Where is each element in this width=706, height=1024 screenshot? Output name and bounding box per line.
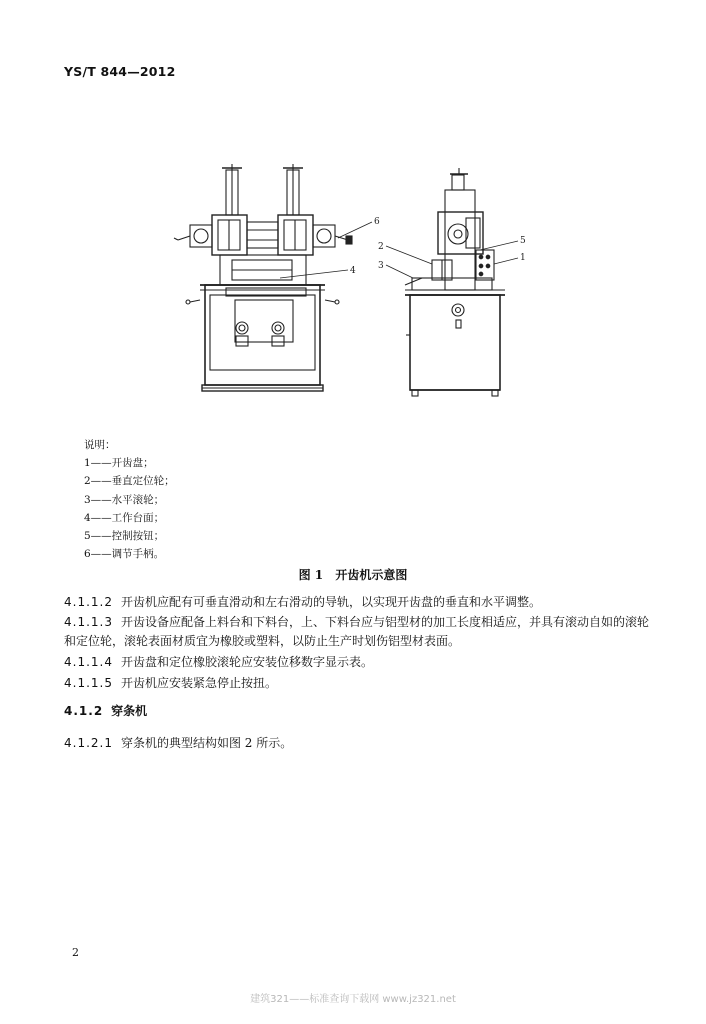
figure-legend — [84, 436, 175, 563]
section-4-1-2 — [64, 702, 649, 721]
clause-4-1-2-1 — [64, 734, 649, 753]
clause-text: 开齿机应安装紧急停止按扭。 — [120, 676, 277, 690]
legend-item: 5——控制按钮； — [84, 530, 165, 543]
clause-4-1-1-5 — [64, 674, 649, 693]
legend-title: 说明： — [84, 439, 116, 451]
callout-4: 4 — [350, 266, 356, 276]
callout-1: 1 — [520, 253, 526, 263]
callout-3: 3 — [378, 261, 384, 271]
clause-text: 开齿盘和定位橡胶滚轮应安装位移数字显示表。 — [120, 655, 373, 669]
callout-2: 2 — [378, 242, 384, 252]
clause-number: 4.1.2.1 — [64, 736, 113, 750]
legend-item: 2——垂直定位轮； — [84, 475, 175, 488]
clause-text: 开齿机应配有可垂直滑动和左右滑动的导轨，以实现开齿盘的垂直和水平调整。 — [120, 595, 541, 609]
figure-caption — [0, 566, 706, 583]
callout-5: 5 — [520, 236, 526, 246]
legend-item: 4——工作台面； — [84, 511, 165, 524]
watermark: 建筑321——标准查询下载网 www.jz321.net — [250, 994, 456, 1005]
callout-6: 6 — [374, 217, 380, 227]
clause-4-1-1-4 — [64, 653, 649, 672]
figure-number: 图 1 — [298, 568, 324, 582]
front-view — [174, 164, 372, 391]
clause-4-1-1-2 — [64, 593, 649, 612]
page-number: 2 — [72, 946, 79, 959]
clause-text: 穿条机的典型结构如图 2 所示。 — [120, 736, 293, 750]
machine-schematic — [160, 160, 560, 410]
section-title: 穿条机 — [111, 704, 148, 718]
legend-item: 1——开齿盘； — [84, 457, 154, 470]
clause-number: 4.1.1.4 — [64, 655, 113, 669]
section-number: 4.1.2 — [64, 704, 104, 718]
clause-text: 开齿设备应配备上料台和下料台，上、下料台应与铝型材的加工长度相适应，并具有滚动自如的滚轮和定位轮，滚轮表面材质宜为橡胶或塑料，以防止生产时划伤铝型材表面。 — [64, 615, 649, 648]
figure-title: 开齿机示意图 — [335, 568, 408, 582]
legend-item: 3——水平滚轮； — [84, 493, 165, 506]
side-view — [386, 168, 518, 396]
clause-number: 4.1.1.5 — [64, 676, 113, 690]
legend-item: 6——调节手柄。 — [84, 548, 165, 561]
clause-number: 4.1.1.2 — [64, 595, 113, 609]
standard-code: YS/T 844—2012 — [64, 64, 176, 79]
clause-4-1-1-3 — [64, 613, 649, 651]
clause-number: 4.1.1.3 — [64, 615, 113, 629]
